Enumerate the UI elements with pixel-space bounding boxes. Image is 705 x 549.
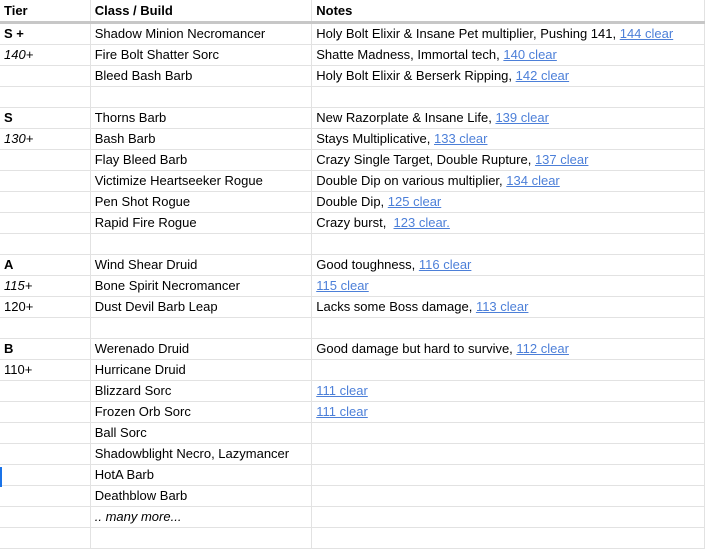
table-row: [0, 213, 705, 234]
clear-link[interactable]: 140 clear: [503, 47, 557, 62]
notes-cell[interactable]: [312, 360, 705, 381]
table-row: [0, 465, 705, 486]
class-build-cell[interactable]: Rapid Fire Rogue: [90, 213, 312, 234]
clear-link[interactable]: 144 clear: [619, 26, 674, 41]
header-class-build[interactable]: Class / Build: [90, 0, 312, 23]
header-notes[interactable]: Notes: [312, 0, 705, 23]
notes-text: Shatte Madness, Immortal tech,: [316, 47, 504, 62]
table-row: [0, 255, 705, 276]
class-build-cell[interactable]: Pen Shot Rogue: [90, 192, 312, 213]
class-build-cell[interactable]: [90, 87, 312, 108]
notes-cell[interactable]: [312, 171, 705, 192]
clear-link[interactable]: 133 clear: [434, 131, 488, 146]
clear-link[interactable]: 123 clear.: [393, 215, 450, 230]
tier-cell[interactable]: [0, 213, 90, 234]
class-build-cell[interactable]: Shadowblight Necro, Lazymancer: [90, 444, 312, 465]
table-row: [0, 171, 705, 192]
table-row: [0, 129, 705, 150]
table-row: [0, 402, 705, 423]
clear-link[interactable]: 134 clear: [506, 173, 560, 188]
tier-cell[interactable]: [0, 444, 90, 465]
notes-cell[interactable]: [312, 444, 705, 465]
tier-cell[interactable]: B: [0, 339, 90, 360]
class-build-cell[interactable]: Frozen Orb Sorc: [90, 402, 312, 423]
notes-text: Holy Bolt Elixir & Berserk Ripping,: [316, 68, 516, 83]
clear-link[interactable]: 116 clear: [418, 257, 472, 272]
class-build-cell[interactable]: Fire Bolt Shatter Sorc: [90, 45, 312, 66]
table-row: [0, 45, 705, 66]
table-row: [0, 192, 705, 213]
class-build-cell[interactable]: Blizzard Sorc: [90, 381, 312, 402]
tier-cell[interactable]: 130+: [0, 129, 90, 150]
notes-cell[interactable]: [312, 507, 705, 528]
notes-cell[interactable]: [312, 234, 705, 255]
notes-cell[interactable]: [312, 276, 705, 297]
class-build-cell[interactable]: Flay Bleed Barb: [90, 150, 312, 171]
tier-cell[interactable]: [0, 381, 90, 402]
tier-cell[interactable]: S: [0, 108, 90, 129]
notes-cell[interactable]: [312, 87, 705, 108]
notes-text: Crazy burst,: [316, 215, 394, 230]
table-row: [0, 108, 705, 129]
class-build-cell[interactable]: .. many more...: [90, 507, 312, 528]
tier-cell[interactable]: [0, 423, 90, 444]
notes-text: New Razorplate & Insane Life,: [316, 110, 496, 125]
table-row: [0, 423, 705, 444]
class-build-cell[interactable]: Hurricane Druid: [90, 360, 312, 381]
clear-link[interactable]: 139 clear: [495, 110, 549, 125]
notes-cell[interactable]: [312, 318, 705, 339]
tier-cell[interactable]: [0, 465, 90, 486]
tier-cell[interactable]: [0, 171, 90, 192]
table-row: [0, 234, 705, 255]
class-build-cell[interactable]: Thorns Barb: [90, 108, 312, 129]
tier-cell[interactable]: [0, 192, 90, 213]
table-body: [0, 23, 705, 549]
notes-text: Holy Bolt Elixir & Insane Pet multiplier, Pushing 141,: [316, 26, 620, 41]
clear-link[interactable]: 111 clear: [316, 404, 368, 419]
notes-cell[interactable]: [312, 45, 705, 66]
notes-text: Stays Multiplicative,: [316, 131, 434, 146]
class-build-cell[interactable]: HotA Barb: [90, 465, 312, 486]
notes-cell[interactable]: [312, 129, 705, 150]
clear-link[interactable]: 137 clear: [534, 152, 589, 167]
tier-cell[interactable]: 120+: [0, 297, 90, 318]
tier-cell[interactable]: [0, 402, 90, 423]
tier-cell[interactable]: A: [0, 255, 90, 276]
clear-link[interactable]: 113 clear: [475, 299, 529, 314]
table-row: [0, 507, 705, 528]
class-build-cell[interactable]: Deathblow Barb: [90, 486, 312, 507]
class-build-cell[interactable]: Ball Sorc: [90, 423, 312, 444]
tier-cell[interactable]: [0, 486, 90, 507]
table-row: [0, 23, 705, 45]
table-row: [0, 318, 705, 339]
notes-cell[interactable]: [312, 23, 705, 45]
class-build-cell[interactable]: Dust Devil Barb Leap: [90, 297, 312, 318]
notes-text: Double Dip,: [316, 194, 388, 209]
notes-cell[interactable]: [312, 339, 705, 360]
notes-text: Double Dip on various multiplier,: [316, 173, 507, 188]
table-row: [0, 276, 705, 297]
notes-text: Lacks some Boss damage,: [316, 299, 476, 314]
notes-cell[interactable]: [312, 381, 705, 402]
class-build-cell[interactable]: Wind Shear Druid: [90, 255, 312, 276]
notes-cell[interactable]: [312, 423, 705, 444]
notes-text: Good toughness,: [316, 257, 419, 272]
table-row: [0, 150, 705, 171]
table-row: [0, 444, 705, 465]
table-row: [0, 360, 705, 381]
tier-cell[interactable]: 140+: [0, 45, 90, 66]
tier-cell[interactable]: [0, 318, 90, 339]
table-row: [0, 87, 705, 108]
tier-cell[interactable]: [0, 87, 90, 108]
notes-text: Good damage but hard to survive,: [316, 341, 517, 356]
notes-cell[interactable]: [312, 192, 705, 213]
clear-link[interactable]: 111 clear: [316, 383, 368, 398]
clear-link[interactable]: 142 clear: [515, 68, 570, 83]
tier-cell[interactable]: S +: [0, 23, 90, 45]
clear-link[interactable]: 112 clear: [516, 341, 569, 356]
table-row: [0, 528, 705, 549]
row-selection-indicator: [0, 467, 2, 487]
header-row: [0, 0, 705, 23]
notes-cell[interactable]: [312, 297, 705, 318]
tier-cell[interactable]: [0, 234, 90, 255]
notes-cell[interactable]: [312, 213, 705, 234]
tier-cell[interactable]: 110+: [0, 360, 90, 381]
notes-cell[interactable]: [312, 150, 705, 171]
class-build-cell[interactable]: Werenado Druid: [90, 339, 312, 360]
table-row: [0, 66, 705, 87]
class-build-cell[interactable]: Bone Spirit Necromancer: [90, 276, 312, 297]
class-build-cell[interactable]: [90, 234, 312, 255]
class-build-cell[interactable]: [90, 528, 312, 549]
notes-cell[interactable]: [312, 108, 705, 129]
class-build-cell[interactable]: Victimize Heartseeker Rogue: [90, 171, 312, 192]
notes-cell[interactable]: [312, 66, 705, 87]
class-build-cell[interactable]: Shadow Minion Necromancer: [90, 23, 312, 45]
tier-cell[interactable]: [0, 150, 90, 171]
notes-cell[interactable]: [312, 486, 705, 507]
notes-cell[interactable]: [312, 255, 705, 276]
tier-cell[interactable]: [0, 66, 90, 87]
tier-cell[interactable]: 115+: [0, 276, 90, 297]
clear-link[interactable]: 115 clear: [316, 278, 369, 293]
notes-cell[interactable]: [312, 402, 705, 423]
notes-cell[interactable]: [312, 465, 705, 486]
header-tier[interactable]: Tier: [0, 0, 90, 23]
table-row: [0, 486, 705, 507]
notes-cell[interactable]: [312, 528, 705, 549]
table-row: [0, 297, 705, 318]
table-row: [0, 339, 705, 360]
class-build-cell[interactable]: [90, 318, 312, 339]
table-row: [0, 381, 705, 402]
clear-link[interactable]: 125 clear: [387, 194, 442, 209]
class-build-cell[interactable]: Bash Barb: [90, 129, 312, 150]
tier-cell[interactable]: [0, 528, 90, 549]
tier-cell[interactable]: [0, 507, 90, 528]
class-build-cell[interactable]: Bleed Bash Barb: [90, 66, 312, 87]
notes-text: Crazy Single Target, Double Rupture,: [316, 152, 535, 167]
